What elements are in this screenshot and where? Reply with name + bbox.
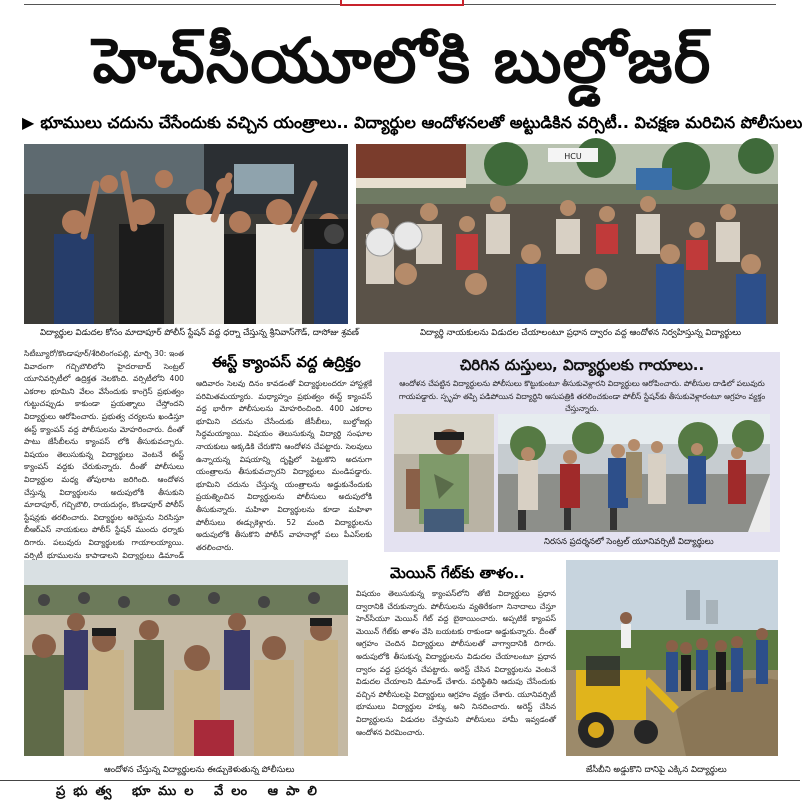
injured-student-photo	[394, 414, 494, 532]
main-gate-photo-image	[356, 144, 778, 324]
jcb-students-caption: జేసీబీని అడ్డుకొని దానిపై ఎక్కిన విద్యార్థులు	[586, 765, 727, 775]
injured-student-image	[394, 414, 494, 532]
main-gate-text: విషయం తెలుసుకున్న క్యాంపస్‌లోని తోటి విద్యార్థులు ప్రధాన ద్వారానికి చేరుకున్నారు. పోలీసులను వ్యతిరేకంగా నినాదాలు చేస్తూ హెచ్‌సీయూ మెయిన్ గేట్ వద్ద బైఠాయించారు. అప్పటికే క్యాంపస్ మెయిన్ గేట్‌కు తాళం వేసి బయటకు రాకుండా అడ్డుకున్నారు. దీంతో ఆగ్రహం చెందిన విద్యార్థులు పోలీసులతో వాగ్వాదానికి దిగారు. అదుపులోకి తీసుకున్న విద్యార్థులను విడుదల చేయాలంటూ ప్రధాన ద్వారం వద్ద ప్రదర్శన చేపట్టారు. అరెస్ట్ చేసిన విద్యార్థులను వెంటనే విడుదల చేయాలని డిమాండ్ చేశారు. పరిస్థితిని ఆదుపు చేసేందుకు వచ్చిన పోలీసులపై విద్యార్థులు ఆగ్రహం వ్యక్తం చేశారు. యూనివర్సిటీ భూములు విద్యార్థుల హక్కు అని నినదించారు. అరెస్ట్ చేసిన విద్యార్థులను విడుదల చేస్తామని పోలీసులు హామీ ఇవ్వడంతో ఆందోళన విరమించారు.	[356, 589, 556, 737]
protest-march-photo	[498, 414, 770, 532]
triangle-bullet-icon: ▶	[22, 113, 35, 132]
photo-main-gate-caption: విద్యార్థి నాయకులను విడుదల చేయాలంటూ ప్రధాన ద్వారం వద్ద ఆందోళన నిర్వహిస్తున్న విద్యార్థులు	[420, 328, 742, 338]
protest-photo-image	[24, 144, 348, 324]
main-gate-title: మెయిన్ గేట్‌కు తాళం..	[390, 564, 525, 582]
police-dragging-image	[24, 560, 348, 756]
photo-police-station-caption: విద్యార్థుల విడుదల కోసం మాదాపూర్ పోలీస్ స్టేషన్ వద్ద ధర్నా చేస్తున్న శ్రీనివాస్‌గౌడ్, దాసోజు శ్రవణ్	[40, 328, 359, 338]
injuries-panel-text: ఆందోళన చేపట్టిన విద్యార్థులను పోలీసులు కొట్టుకుంటూ తీసుకువెళ్లారని విద్యార్థులు ఆరోపించారు. పోలీసుల దాడిలో పలువురు గాయపడ్డారు. స్పృహ తప్పి పడిపోయిన విద్యార్థిని ఆసుపత్రికి తరలించకుండా పోలీస్ స్టేషన్‌కు తీసుకువెళ్లారంటూ ఆగ్రహం వ్యక్తం చేస్తున్నారు.	[398, 379, 766, 414]
subhead	[22, 108, 802, 138]
photo-jcb-students	[566, 560, 778, 756]
east-campus-text: ఆదివారం సెలవు దినం కావడంతో విద్యార్థులందరూ హాస్టళ్లకే పరిమితమయ్యారు. మధ్యాహ్నం ప్రభుత్వం ఈస్ట్ క్యాంపస్ వద్ద భారీగా పోలీసులను మోహరించింది. 400 ఎకరాల భూమిని చదును చేసేందుకు జేసీబీలు, బుల్డోజర్లు సిద్ధమయ్యాయి. విషయం తెలుసుకున్న విద్యార్థి సంఘాల నాయకులు అక్కడికి చేరుకొని ఆందోళన చేపట్టారు. సెలవులు ఉన్నాయన్న విషయాన్ని దృష్టిలో పెట్టుకొని అదనుగా యంత్రాలను తీసుకువచ్చారని విద్యార్థులు మండిపడ్డారు. భూమిని చదును చేస్తున్న యంత్రాలను అడ్డుకునేందుకు ప్రయత్నించిన విద్యార్థులను పోలీసులు అదుపులోకి తీసుకున్నారు. మహిళా విద్యార్థులను కూడా మహిళా పోలీసులు ఈడ్చుకెళ్లారు. 52 మంది విద్యార్థులను అదుపులోకి తీసుకొని పోలీస్ వాహనాల్లో పలు పీఎస్‌లకు తరలించారు.	[196, 379, 372, 552]
east-campus-title: ఈస్ట్ క్యాంపస్ వద్ద ఉద్రిక్తం	[212, 353, 361, 371]
subhead-text: భూములు చదును చేసేందుకు వచ్చిన యంత్రాలు.. విద్యార్థుల ఆందోళనలతో అట్టుడికిన వర్సిటీ.. విచక్షణ మరిచిన పోలీసులు	[40, 113, 802, 132]
bottom-rule	[0, 780, 800, 781]
injuries-panel-title: చిరిగిన దుస్తులు, విద్యార్థులకు గాయాలు..	[459, 356, 705, 374]
injuries-panel	[384, 352, 780, 552]
protest-march-image	[498, 414, 770, 532]
intro-article-text: సిటీబ్యూరో/కొండాపూర్/శేరిలింగంపల్లి, మార్చి 30: ఇంత వివాదంగా గచ్చిబౌలిలోని హైదరాబాద్ సెంట్రల్ యూనివర్సిటీలో ఉద్రిక్తత నెలకొంది. వర్సిటీలోని 400 ఎకరాల భూమిని వేలం వేసేందుకు కాంగ్రెస్ ప్రభుత్వం గుట్టుచప్పుడు కాకుండా ప్రయత్నాలు చేస్తోందని విద్యార్థులు ఆరోపించారు. ప్రభుత్వ చర్యలను ఖండిస్తూ ఈస్ట్ క్యాంపస్ వద్ద పోలీసులను మోహరించారు. దీంతో పాటు జేసీబీలను క్యాంపస్ లోకి తీసుకువచ్చారు. విషయం తెలుసుకున్న విద్యార్థులు వెంటనే ఈస్ట్ క్యాంపస్ వద్దకు చేరుకున్నారు. దీంతో పోలీసులు విద్యార్థుల మధ్య తోపులాట జరిగింది. ఆందోళన చేస్తున్న విద్యార్థులను అదుపులోకి తీసుకుని మాదాపూర్, గచ్చిబౌలి, రాయదుర్గం, కొండాపూర్ పోలీస్ స్టేషన్లకు తరలించారు. విద్యార్థుల అరెస్టును నిరసిస్తూ బీఆర్ఎస్ నాయకులు పోలీస్ స్టేషన్ ముందు ధర్నాకు దిగారు. పలువురు విద్యార్థులకు గాయాలయ్యాయి. వర్సిటీ భూములను కాపాడాలని విద్యార్థులు డిమాండ్	[24, 349, 184, 560]
gate-sign-text: HCU	[564, 152, 582, 161]
photo-main-gate-protest	[356, 144, 778, 324]
headline: హెచ్‌సీయూలోకి బుల్డోజర్	[92, 24, 712, 97]
police-dragging-caption: ఆందోళన చేస్తున్న విద్యార్థులను ఈడ్చుకెళుతున్న పోలీసులు	[104, 765, 295, 775]
top-accent-box	[340, 0, 464, 6]
next-headline-strip: ప్రభుత్వ భూముల వేలం ఆపాలి	[56, 784, 325, 799]
photo-police-station-protest	[24, 144, 348, 324]
jcb-students-image	[566, 560, 778, 756]
photo-police-dragging	[24, 560, 348, 756]
protest-march-caption: నిరసన ప్రదర్శనలో సెంట్రల్ యూనివర్సిటీ విద్యార్థులు	[544, 537, 714, 547]
